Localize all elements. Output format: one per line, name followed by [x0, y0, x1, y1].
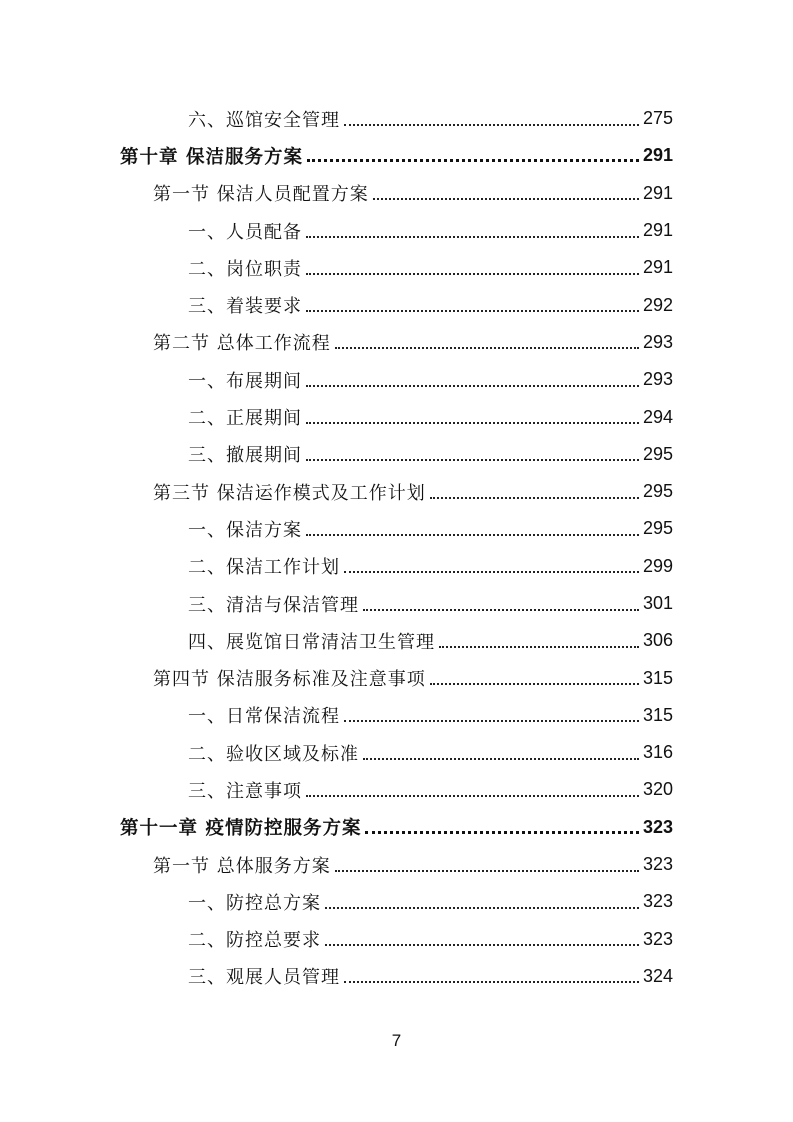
dot-leader [439, 628, 639, 648]
dot-leader [306, 404, 639, 424]
dot-leader [325, 926, 639, 946]
toc-section-entry[interactable] [0, 324, 793, 361]
toc-entry-page: 301 [642, 593, 673, 613]
dot-leader [373, 180, 639, 200]
toc-section-entry[interactable] [0, 175, 793, 212]
toc-entry-page: 293 [642, 369, 673, 390]
toc-entry[interactable] [0, 510, 793, 547]
toc-entry-title: 一、日常保洁流程 [188, 706, 340, 728]
toc-entry-page: 323 [642, 854, 673, 875]
toc-entry[interactable] [0, 697, 793, 734]
toc-entry-title: 四、展览馆日常清洁卫生管理 [188, 631, 435, 653]
toc-entry-title: 第十一章 疫情防控服务方案 [120, 818, 362, 840]
dot-leader [325, 889, 639, 909]
toc-entry-title: 第三节 保洁运作模式及工作计划 [153, 482, 426, 504]
toc-entry[interactable] [0, 361, 793, 398]
toc-entry-title: 第二节 总体工作流程 [153, 333, 331, 355]
toc-entry[interactable] [0, 249, 793, 286]
toc-entry-page: 291 [642, 182, 673, 203]
toc-entry-title: 第四节 保洁服务标准及注意事项 [153, 669, 426, 691]
toc-entry-page: 295 [642, 481, 673, 502]
dot-leader [363, 740, 639, 760]
toc-entry-page: 295 [642, 443, 673, 464]
toc-entry[interactable] [0, 883, 793, 920]
toc-entry-title: 一、人员配备 [188, 221, 302, 243]
dot-leader [363, 591, 639, 611]
toc-entry-title: 六、巡馆安全管理 [188, 109, 340, 131]
toc-section-entry[interactable] [0, 473, 793, 510]
toc-entry-title: 三、清洁与保洁管理 [188, 594, 359, 616]
dot-leader [430, 479, 639, 499]
dot-leader [335, 852, 639, 872]
toc-entry-title: 三、观展人员管理 [188, 967, 340, 989]
toc-entry-page: 293 [642, 331, 673, 352]
dot-leader [344, 106, 639, 126]
toc-entry-title: 三、着装要求 [188, 296, 302, 318]
toc-entry[interactable] [0, 212, 793, 249]
toc-entry[interactable] [0, 398, 793, 435]
dot-leader [306, 367, 639, 387]
table-of-contents [0, 100, 793, 995]
toc-section-entry[interactable] [0, 659, 793, 696]
toc-entry[interactable] [0, 585, 793, 622]
toc-entry-page: 315 [642, 667, 673, 688]
toc-entry-page: 323 [642, 891, 673, 912]
toc-entry-title: 二、正展期间 [188, 408, 302, 430]
toc-entry-page: 291 [642, 257, 673, 278]
dot-leader [306, 441, 639, 461]
dot-leader [306, 516, 639, 536]
toc-entry-page: 299 [642, 555, 673, 576]
dot-leader [307, 141, 639, 162]
toc-entry[interactable] [0, 622, 793, 659]
toc-entry[interactable] [0, 548, 793, 585]
toc-entry-page: 291 [642, 145, 673, 166]
toc-entry-title: 三、撤展期间 [188, 445, 302, 467]
dot-leader [430, 665, 639, 685]
toc-entry-page: 294 [642, 406, 673, 427]
toc-entry[interactable] [0, 921, 793, 958]
dot-leader [306, 292, 639, 312]
toc-entry[interactable] [0, 958, 793, 995]
toc-entry-title: 一、保洁方案 [188, 519, 302, 541]
toc-entry-page: 306 [642, 630, 673, 651]
toc-entry-title: 一、布展期间 [188, 370, 302, 392]
toc-entry-title: 第一节 保洁人员配置方案 [153, 184, 369, 206]
toc-entry[interactable] [0, 100, 793, 137]
toc-entry[interactable] [0, 734, 793, 771]
toc-entry-title: 二、验收区域及标准 [188, 743, 359, 765]
toc-entry-title: 二、岗位职责 [188, 258, 302, 280]
toc-entry-page: 324 [642, 965, 673, 986]
dot-leader [335, 329, 639, 349]
page-number: 7 [391, 1031, 402, 1050]
dot-leader [344, 702, 639, 722]
toc-entry-page: 323 [642, 816, 673, 837]
toc-entry-title: 二、保洁工作计划 [188, 557, 340, 579]
dot-leader [306, 777, 639, 797]
toc-entry-page: 315 [642, 704, 673, 725]
toc-entry[interactable] [0, 436, 793, 473]
toc-entry-page: 291 [642, 220, 673, 241]
toc-entry-title: 三、注意事项 [188, 780, 302, 802]
toc-chapter-entry[interactable] [0, 809, 793, 846]
toc-entry-page: 295 [642, 518, 673, 539]
toc-entry-page: 320 [642, 779, 673, 800]
toc-entry[interactable] [0, 771, 793, 808]
toc-entry-page: 292 [642, 294, 673, 315]
toc-section-entry[interactable] [0, 846, 793, 883]
dot-leader [344, 553, 639, 573]
dot-leader [344, 963, 639, 983]
toc-entry[interactable] [0, 286, 793, 323]
toc-entry-title: 第十章 保洁服务方案 [120, 146, 303, 168]
dot-leader [306, 218, 639, 238]
toc-entry-title: 一、防控总方案 [188, 892, 321, 914]
dot-leader [365, 813, 639, 834]
toc-entry-page: 275 [642, 108, 673, 129]
dot-leader [306, 255, 639, 275]
toc-chapter-entry[interactable] [0, 137, 793, 174]
toc-entry-title: 二、防控总要求 [188, 930, 321, 952]
toc-entry-page: 323 [642, 928, 673, 949]
toc-entry-title: 第一节 总体服务方案 [153, 855, 331, 877]
toc-entry-page: 316 [642, 742, 673, 763]
